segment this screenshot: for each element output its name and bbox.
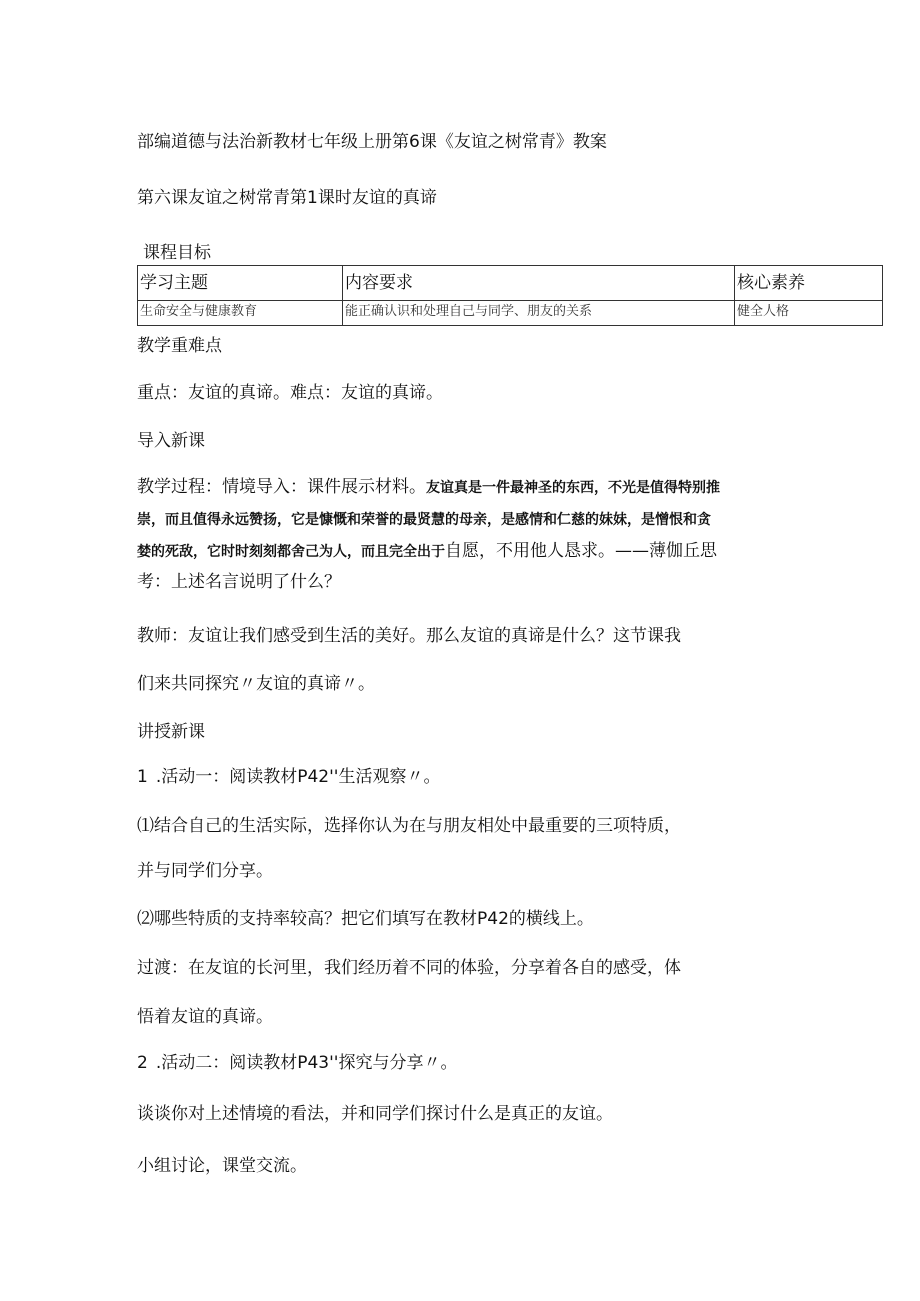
table-cell: 能正确认识和处理自己与同学、朋友的关系 [343, 301, 735, 326]
document-title: 部编道德与法治新教材七年级上册第6课《友谊之树常青》教案 [137, 132, 607, 152]
question-two: ⑵哪些特质的支持率较高？把它们填写在教材P42的横线上。 [137, 909, 594, 929]
activity-number: 2 [137, 1053, 148, 1073]
quote-text: 友谊真是一件最神圣的东西，不光是值得特别推 [426, 480, 720, 496]
process-lead: 教学过程：情境导入：课件展示材料。 [137, 477, 426, 497]
activity-one [137, 766, 440, 788]
table-header-cell: 核心素养 [735, 266, 883, 301]
process-line [137, 476, 720, 499]
quote-text: 婪的死敌，它时时刻刻都舍己为人，而且完全出于 [137, 544, 445, 560]
activity-number: 1 [137, 767, 148, 787]
key-points-text: 重点：友谊的真谛。难点：友谊的真谛。 [137, 383, 443, 403]
quote-tail: 自愿，不用他人恳求。——薄伽丘思 [445, 541, 717, 561]
table-header-cell: 学习主题 [138, 266, 343, 301]
course-goal-table [137, 265, 883, 326]
activity-two [137, 1052, 457, 1074]
lesson-subtitle: 第六课友谊之树常青第1课时友谊的真谛 [137, 188, 437, 208]
course-goal-heading: 课程目标 [143, 243, 211, 263]
group-discussion: 小组讨论，课堂交流。 [137, 1156, 307, 1176]
lecture-heading: 讲授新课 [137, 722, 205, 742]
table-cell: 健全人格 [735, 301, 883, 326]
table-row [138, 301, 883, 326]
quote-line: 崇，而且值得永远赞扬，它是慷慨和荣誉的最贤慧的母亲，是感情和仁慈的妹妹，是憎恨和贪 [137, 512, 711, 528]
teacher-line: 们来共同探究〃友谊的真谛〃。 [137, 674, 375, 694]
process-question: 考：上述名言说明了什么？ [137, 572, 341, 592]
process-line [137, 540, 717, 563]
question-one: ⑴结合自己的生活实际，选择你认为在与朋友相处中最重要的三项特质， [137, 816, 681, 836]
question-one-cont: 并与同学们分享。 [137, 861, 273, 881]
discussion-prompt: 谈谈你对上述情境的看法，并和同学们探讨什么是真正的友谊。 [137, 1104, 613, 1124]
table-header-cell: 内容要求 [343, 266, 735, 301]
key-points-heading: 教学重难点 [137, 336, 222, 356]
teacher-line: 教师：友谊让我们感受到生活的美好。那么友谊的真谛是什么？这节课我 [137, 626, 681, 646]
activity-text: .活动二：阅读教材P43''探究与分享〃。 [155, 1053, 458, 1073]
transition-line: 悟着友谊的真谛。 [137, 1007, 273, 1027]
table-header-row [138, 266, 883, 301]
intro-heading: 导入新课 [137, 431, 205, 451]
activity-text: .活动一：阅读教材P42''生活观察〃。 [155, 767, 441, 787]
transition-line: 过渡：在友谊的长河里，我们经历着不同的体验，分享着各自的感受，体 [137, 958, 681, 978]
table-cell: 生命安全与健康教育 [138, 301, 343, 326]
